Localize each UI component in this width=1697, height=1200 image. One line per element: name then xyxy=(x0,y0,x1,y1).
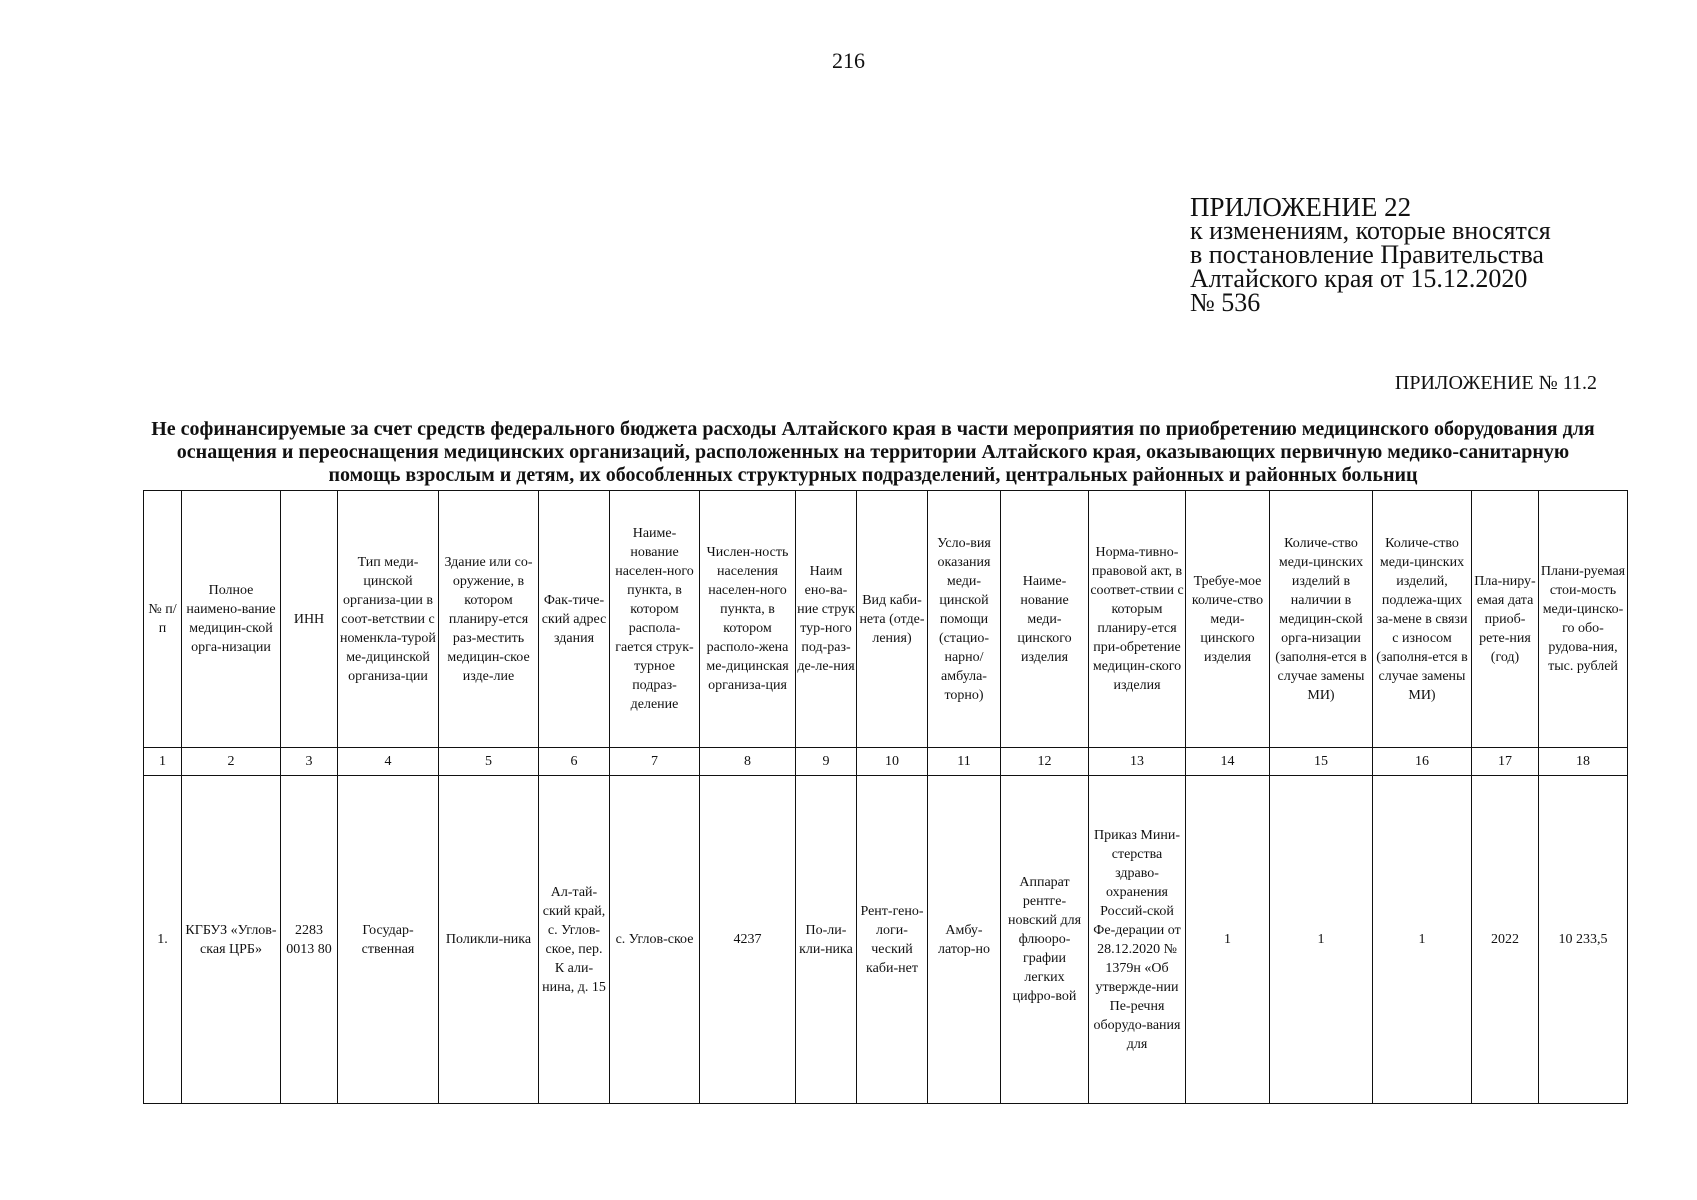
population-cell: 4237 xyxy=(700,776,796,1104)
column-number: 3 xyxy=(281,748,338,776)
column-number: 15 xyxy=(1270,748,1373,776)
available-quantity-cell: 1 xyxy=(1270,776,1373,1104)
appendix-block xyxy=(1190,192,1551,317)
appendix-line: к изменениям, которые вносятся xyxy=(1190,216,1551,245)
settlement-cell: с. Углов-ское xyxy=(610,776,700,1104)
column-number: 4 xyxy=(338,748,439,776)
column-number: 11 xyxy=(928,748,1001,776)
column-number: 10 xyxy=(857,748,928,776)
row-number-cell: 1. xyxy=(144,776,182,1104)
subdivision-cell: По-ли-кли-ника xyxy=(796,776,857,1104)
column-number: 1 xyxy=(144,748,182,776)
appendix-title: ПРИЛОЖЕНИЕ 22 xyxy=(1190,192,1412,222)
column-number: 14 xyxy=(1186,748,1270,776)
column-number: 16 xyxy=(1373,748,1472,776)
purchase-year-cell: 2022 xyxy=(1472,776,1539,1104)
column-number: 5 xyxy=(439,748,539,776)
header-cell: Плани-руемая стои-мость меди-цинско-го обо-рудова-ния, тыс. рублей xyxy=(1539,491,1628,748)
column-number: 2 xyxy=(182,748,281,776)
table-row xyxy=(144,776,1628,1104)
column-number: 6 xyxy=(539,748,610,776)
header-cell: № п/ п xyxy=(144,491,182,748)
header-cell: Усло-вия оказания меди-цинской помощи (стацио-нарно/ амбула-торно) xyxy=(928,491,1001,748)
column-number: 18 xyxy=(1539,748,1628,776)
appendix-line: в постановление Правительства xyxy=(1190,240,1544,269)
column-number: 13 xyxy=(1089,748,1186,776)
column-number: 8 xyxy=(700,748,796,776)
header-cell: Пла-ниру-емая дата приоб-рете-ния (год) xyxy=(1472,491,1539,748)
header-cell: Требуе-мое количе-ство меди-цинского изделия xyxy=(1186,491,1270,748)
header-cell: Наиме-нование меди-цинского изделия xyxy=(1001,491,1089,748)
organization-name-cell: КГБУЗ «Углов-ская ЦРБ» xyxy=(182,776,281,1104)
column-number: 9 xyxy=(796,748,857,776)
planned-cost-cell: 10 233,5 xyxy=(1539,776,1628,1104)
header-cell: Полное наимено-вание медицин-ской орга-низации xyxy=(182,491,281,748)
legal-act-cell: Приказ Мини-стерства здраво-охранения Россий-ской Фе-дерации от 28.12.2020 № 1379н «Об утвержде-нии Пе-речня оборудо-вания для xyxy=(1089,776,1186,1104)
column-number: 17 xyxy=(1472,748,1539,776)
column-number-row xyxy=(144,748,1628,776)
header-cell: Здание или со-оружение, в котором планиру-ется раз-местить медицин-ское изде-лие xyxy=(439,491,539,748)
address-cell: Ал-тай-ский край, с. Углов-ское, пер. К али-нина, д. 15 xyxy=(539,776,610,1104)
care-conditions-cell: Амбу-латор-но xyxy=(928,776,1001,1104)
header-cell: ИНН xyxy=(281,491,338,748)
inn-cell: 2283 0013 80 xyxy=(281,776,338,1104)
subappendix-label: ПРИЛОЖЕНИЕ № 11.2 xyxy=(1394,372,1597,394)
header-cell: Наим ено-ва-ние струк тур-ного под-раз-де-ле-ния xyxy=(796,491,857,748)
header-cell: Наиме-нование населен-ного пункта, в котором распола-гается струк-турное подраз-деление xyxy=(610,491,700,748)
organization-type-cell: Государ-ственная xyxy=(338,776,439,1104)
building-cell: Поликли-ника xyxy=(439,776,539,1104)
replacement-quantity-cell: 1 xyxy=(1373,776,1472,1104)
header-cell: Числен-ность населения населен-ного пункта, в котором располо-жена ме-дицинская организа-ция xyxy=(700,491,796,748)
page-number: 216 xyxy=(832,48,865,73)
appendix-line: № 536 xyxy=(1190,288,1261,317)
document-title: Не софинансируемые за счет средств федерального бюджета расходы Алтайского края в части мероприятия по приобретению медицинского оборудования для оснащения и переоснащения медицинских организаций, расположенных на территории Алтайского края, оказывающих первичную медико-санитарную помощь взрослым и детям, их обособленных структурных подразделений, центральных районных и районных больниц xyxy=(151,418,1595,486)
required-quantity-cell: 1 xyxy=(1186,776,1270,1104)
table-header-row xyxy=(144,491,1628,748)
column-number: 7 xyxy=(610,748,700,776)
appendix-line: Алтайского края от 15.12.2020 xyxy=(1190,264,1528,293)
cabinet-type-cell: Рент-гено-логи-ческий каби-нет xyxy=(857,776,928,1104)
column-number: 12 xyxy=(1001,748,1089,776)
device-name-cell: Аппарат рентге-новский для флюоро-графии легких цифро-вой xyxy=(1001,776,1089,1104)
header-cell: Количе-ство меди-цинских изделий в наличии в медицин-ской орга-низации (заполня-ется в случае замены МИ) xyxy=(1270,491,1373,748)
header-cell: Фак-тиче-ский адрес здания xyxy=(539,491,610,748)
header-cell: Норма-тивно-правовой акт, в соответ-ствии с которым планиру-ется при-обретение медицин-ского изделия xyxy=(1089,491,1186,748)
header-cell: Вид каби-нета (отде-ления) xyxy=(857,491,928,748)
header-cell: Количе-ство меди-цинских изделий, подлежа-щих за-мене в связи с износом (заполня-ется в случае замены МИ) xyxy=(1373,491,1472,748)
header-cell: Тип меди-цинской организа-ции в соот-ветствии с номенкла-турой ме-дицинской организа-ции xyxy=(338,491,439,748)
expenses-table xyxy=(143,490,1628,1104)
